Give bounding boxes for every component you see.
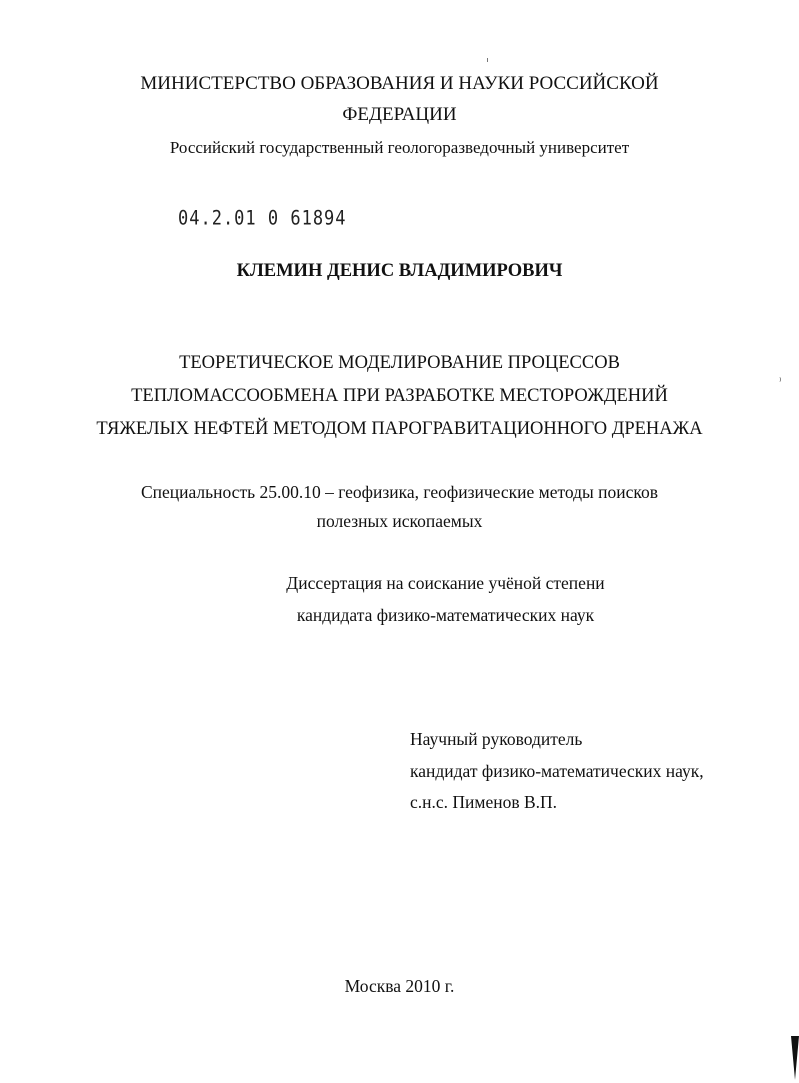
advisor-label: Научный руководитель bbox=[410, 729, 583, 749]
advisor-name: с.н.с. Пименов В.П. bbox=[410, 792, 558, 812]
scan-tick-mark bbox=[487, 58, 488, 62]
city-year: Москва 2010 г. bbox=[344, 976, 455, 996]
author-name: КЛЕМИН ДЕНИС ВЛАДИМИРОВИЧ bbox=[236, 261, 563, 281]
ministry-line-1: МИНИСТЕРСТВО ОБРАЗОВАНИЯ И НАУКИ РОССИЙСКОЙ bbox=[140, 73, 659, 94]
dissertation-line-2: кандидата физико-математических наук bbox=[296, 605, 595, 625]
advisor-degree: кандидат физико-математических наук, bbox=[410, 761, 704, 781]
specialty-line-2: полезных ископаемых bbox=[316, 511, 483, 531]
title-line-1: ТЕОРЕТИЧЕСКОЕ МОДЕЛИРОВАНИЕ ПРОЦЕССОВ bbox=[179, 353, 620, 373]
scan-edge-mark bbox=[791, 1036, 799, 1080]
dissertation-line-1: Диссертация на соискание учёной степени bbox=[286, 573, 605, 593]
specialty-line-1: Специальность 25.00.10 – геофизика, геофизические методы поисков bbox=[140, 482, 659, 502]
title-line-3: ТЯЖЕЛЫХ НЕФТЕЙ МЕТОДОМ ПАРОГРАВИТАЦИОННОГО ДРЕНАЖА bbox=[96, 419, 703, 439]
ministry-line-2: ФЕДЕРАЦИИ bbox=[342, 104, 457, 125]
title-line-2: ТЕПЛОМАССООБМЕНА ПРИ РАЗРАБОТКЕ МЕСТОРОЖДЕНИЙ bbox=[131, 386, 668, 406]
scan-speck bbox=[777, 377, 781, 382]
library-stamp-number: 04.2.01 0 61894 bbox=[178, 207, 347, 230]
university-name: Российский государственный геологоразведочный университет bbox=[169, 138, 630, 157]
